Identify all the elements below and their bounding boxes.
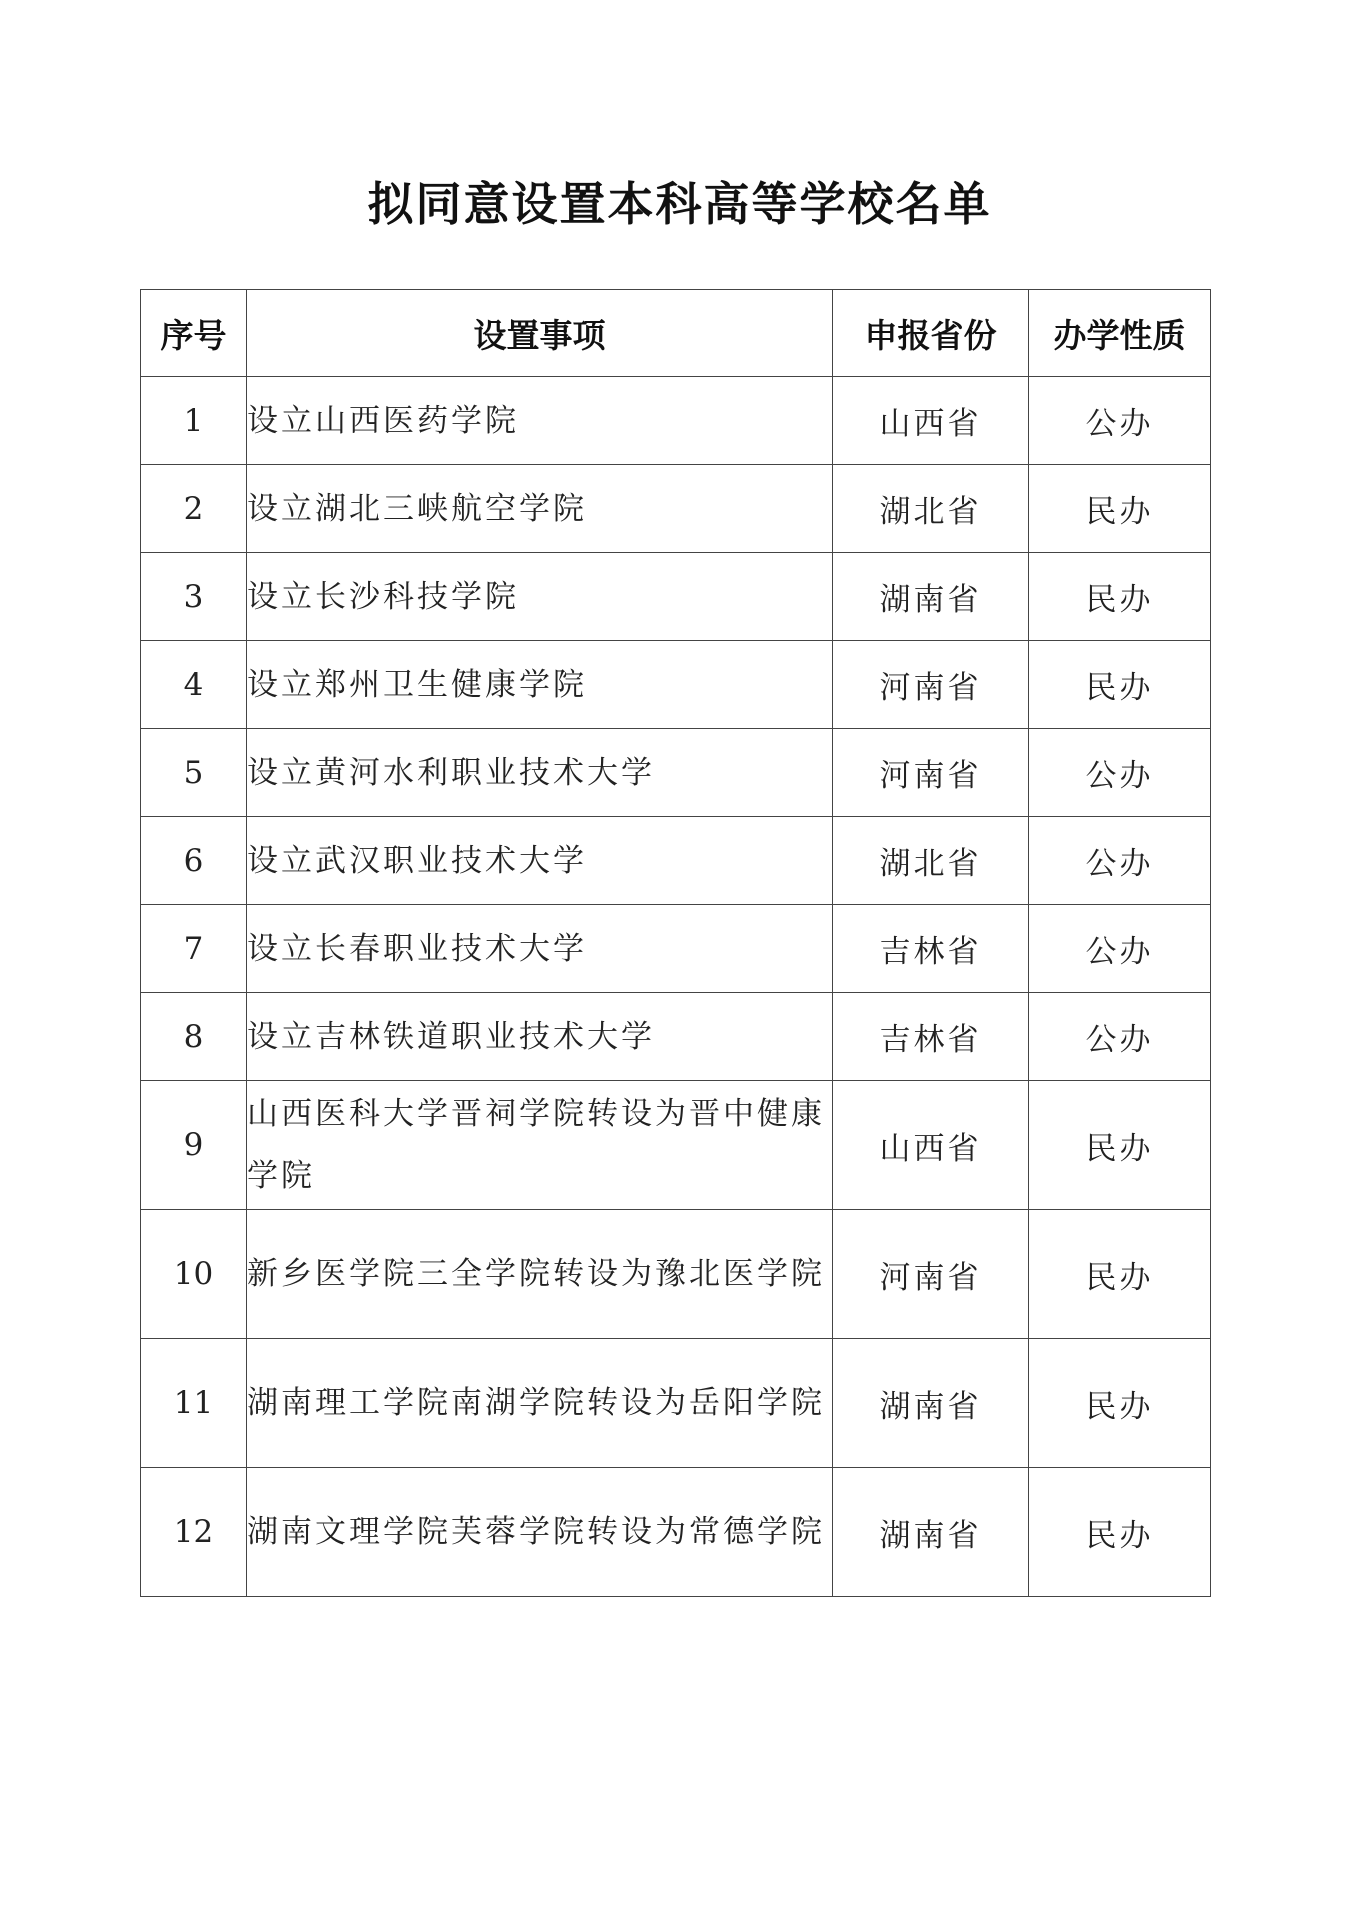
row-province: 湖南省 [833,1468,1029,1597]
row-number: 10 [141,1210,247,1339]
row-item: 设立长春职业技术大学 [247,905,833,993]
row-item: 设立吉林铁道职业技术大学 [247,993,833,1081]
row-province: 湖北省 [833,817,1029,905]
table-row [141,1468,1211,1597]
row-number: 11 [141,1339,247,1468]
row-province: 山西省 [833,1081,1029,1210]
row-province: 吉林省 [833,905,1029,993]
row-number: 8 [141,993,247,1081]
row-province: 湖北省 [833,465,1029,553]
row-item: 设立长沙科技学院 [247,553,833,641]
row-type: 民办 [1029,1339,1211,1468]
table-row [141,1339,1211,1468]
row-item: 设立郑州卫生健康学院 [247,641,833,729]
row-type: 公办 [1029,905,1211,993]
document-title: 拟同意设置本科高等学校名单 [367,177,992,231]
header-school-type: 办学性质 [1029,290,1211,377]
row-type: 民办 [1029,553,1211,641]
row-number: 5 [141,729,247,817]
row-number: 7 [141,905,247,993]
row-province: 湖南省 [833,1339,1029,1468]
row-province: 湖南省 [833,553,1029,641]
row-type: 公办 [1029,377,1211,465]
row-item: 湖南文理学院芙蓉学院转设为常德学院 [247,1468,833,1597]
table-row [141,905,1211,993]
row-province: 吉林省 [833,993,1029,1081]
row-item: 设立黄河水利职业技术大学 [247,729,833,817]
row-type: 民办 [1029,1081,1211,1210]
row-type: 民办 [1029,641,1211,729]
row-type: 公办 [1029,729,1211,817]
table-row [141,377,1211,465]
table-row [141,641,1211,729]
row-number: 1 [141,377,247,465]
row-number: 9 [141,1081,247,1210]
row-number: 12 [141,1468,247,1597]
header-setup-item: 设置事项 [247,290,833,377]
row-item: 新乡医学院三全学院转设为豫北医学院 [247,1210,833,1339]
row-number: 6 [141,817,247,905]
row-province: 河南省 [833,641,1029,729]
row-item: 设立湖北三峡航空学院 [247,465,833,553]
row-type: 民办 [1029,1210,1211,1339]
table-row [141,465,1211,553]
header-province: 申报省份 [833,290,1029,377]
table-row [141,553,1211,641]
table-row [141,729,1211,817]
row-type: 公办 [1029,817,1211,905]
row-province: 河南省 [833,1210,1029,1339]
row-item: 设立武汉职业技术大学 [247,817,833,905]
row-type: 民办 [1029,465,1211,553]
table-row [141,1081,1211,1210]
row-item: 湖南理工学院南湖学院转设为岳阳学院 [247,1339,833,1468]
row-number: 2 [141,465,247,553]
row-number: 4 [141,641,247,729]
table-row [141,993,1211,1081]
header-serial-number: 序号 [141,290,247,377]
row-province: 山西省 [833,377,1029,465]
table-row [141,817,1211,905]
table-header-row [141,290,1211,377]
table-row [141,1210,1211,1339]
row-type: 公办 [1029,993,1211,1081]
row-province: 河南省 [833,729,1029,817]
row-number: 3 [141,553,247,641]
school-list-table [140,289,1211,1597]
row-item: 设立山西医药学院 [247,377,833,465]
row-item: 山西医科大学晋祠学院转设为晋中健康学院 [247,1081,833,1210]
row-type: 民办 [1029,1468,1211,1597]
